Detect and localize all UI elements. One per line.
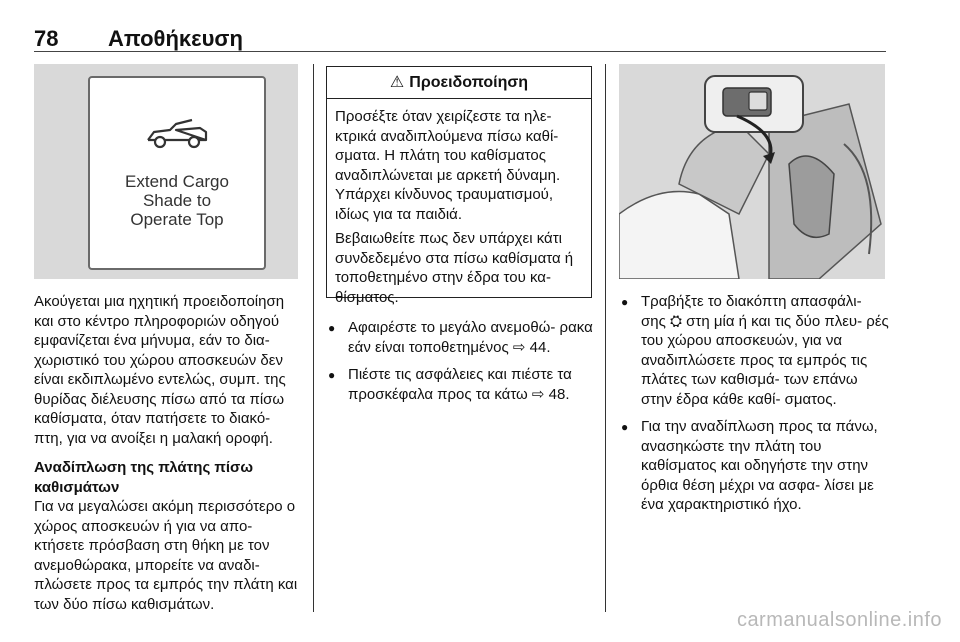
- page-title: Αποθήκευση: [108, 26, 243, 51]
- list-item: ● Πιέστε τις ασφάλειες και πιέστε τα προσκέφαλα προς τα κάτω ⇨ 48.: [326, 365, 594, 404]
- warning-header: [327, 67, 591, 99]
- section-subheading: Αναδίπλωση της πλάτης πίσω καθισμάτων: [34, 459, 253, 496]
- warning-paragraph: Προσέξτε όταν χειρίζεστε τα ηλε- κτρικά αναδιπλούμενα πίσω καθί- σματα. Η πλάτη του καθίσματος αναδιπλώνεται με αρκετή δύναμη. Υπάρχει κίνδυνος τραυματισμού, ιδίως για τα παιδιά.: [335, 108, 561, 223]
- display-message: [90, 172, 264, 229]
- display-illustration: [34, 64, 298, 279]
- right-bullet-list: [619, 292, 889, 515]
- page-header: [34, 22, 886, 52]
- display-line: Operate Top: [130, 210, 224, 229]
- warning-body: [327, 99, 591, 307]
- list-item: ● Για την αναδίπλωση προς τα πάνω, ανασηκώστε την πλάτη του καθίσματος και οδηγήστε την στην όρθια θέση μέχρι να ασφα- λίσει με ένα χαρακτηριστικό ήχο.: [619, 417, 889, 515]
- seat-release-illustration: [619, 64, 885, 279]
- display-line: Extend Cargo: [125, 172, 229, 191]
- page-number: 78: [34, 26, 59, 51]
- middle-bullet-list: [326, 318, 594, 404]
- list-item: ● Τραβήξτε το διακόπτη απασφάλι- σης ⛭ στη μία ή και τις δύο πλευ- ρές του χώρου αποσκευών, για να αναδιπλώσετε προς τα εμπρός τις πλάτες των καθισμά- των επάνω στην έδρα κάθε καθί- σματος.: [619, 292, 889, 409]
- section-paragraph: Για να μεγαλώσει ακόμη περισσότερο ο χώρος αποσκευών ή για να απο- κτήσετε πρόσβαση στη θήκη με τον ανεμοθώρακα, μπορείτε να αναδι- πλώσετε προς τα εμπρός την πλάτη και των δύο πίσω καθισμάτων.: [34, 498, 298, 613]
- column-divider: [313, 64, 314, 612]
- convertible-car-icon: [144, 116, 210, 150]
- left-column: [34, 292, 298, 614]
- list-item: ● Αφαιρέστε το μεγάλο ανεμοθώ- ρακα εάν είναι τοποθετημένος ⇨ 44.: [326, 318, 594, 357]
- intro-paragraph: Ακούγεται μια ηχητική προειδοποίηση και στο κέντρο πληροφοριών οδηγού εμφανίζεται ένα μήνυμα, εάν το δια- χωριστικό του χώρου αποσκευών δεν είναι εκδιπλωμένο εντελώς, συμπ. της θυρίδας διέλευσης πίσω από τα πίσω καθίσματα, όταν πατήσετε το διακό- πτη, για να ανοίξει η μαλακή οροφή.: [34, 293, 286, 447]
- warning-paragraph: Βεβαιωθείτε πως δεν υπάρχει κάτι συνδεδεμένο στα πίσω καθίσματα ή τοποθετημένο στην έδρα του κα- θίσματος.: [335, 230, 574, 306]
- watermark: carmanualsonline.info: [736, 609, 942, 631]
- warning-triangle-icon: ⚠: [389, 73, 405, 91]
- column-divider: [605, 64, 606, 612]
- display-line: Shade to: [142, 191, 212, 210]
- driver-info-display: [88, 76, 266, 270]
- seat-release-drawing: [619, 64, 885, 279]
- warning-title: Προειδοποίηση: [409, 73, 529, 91]
- warning-box: [326, 66, 592, 306]
